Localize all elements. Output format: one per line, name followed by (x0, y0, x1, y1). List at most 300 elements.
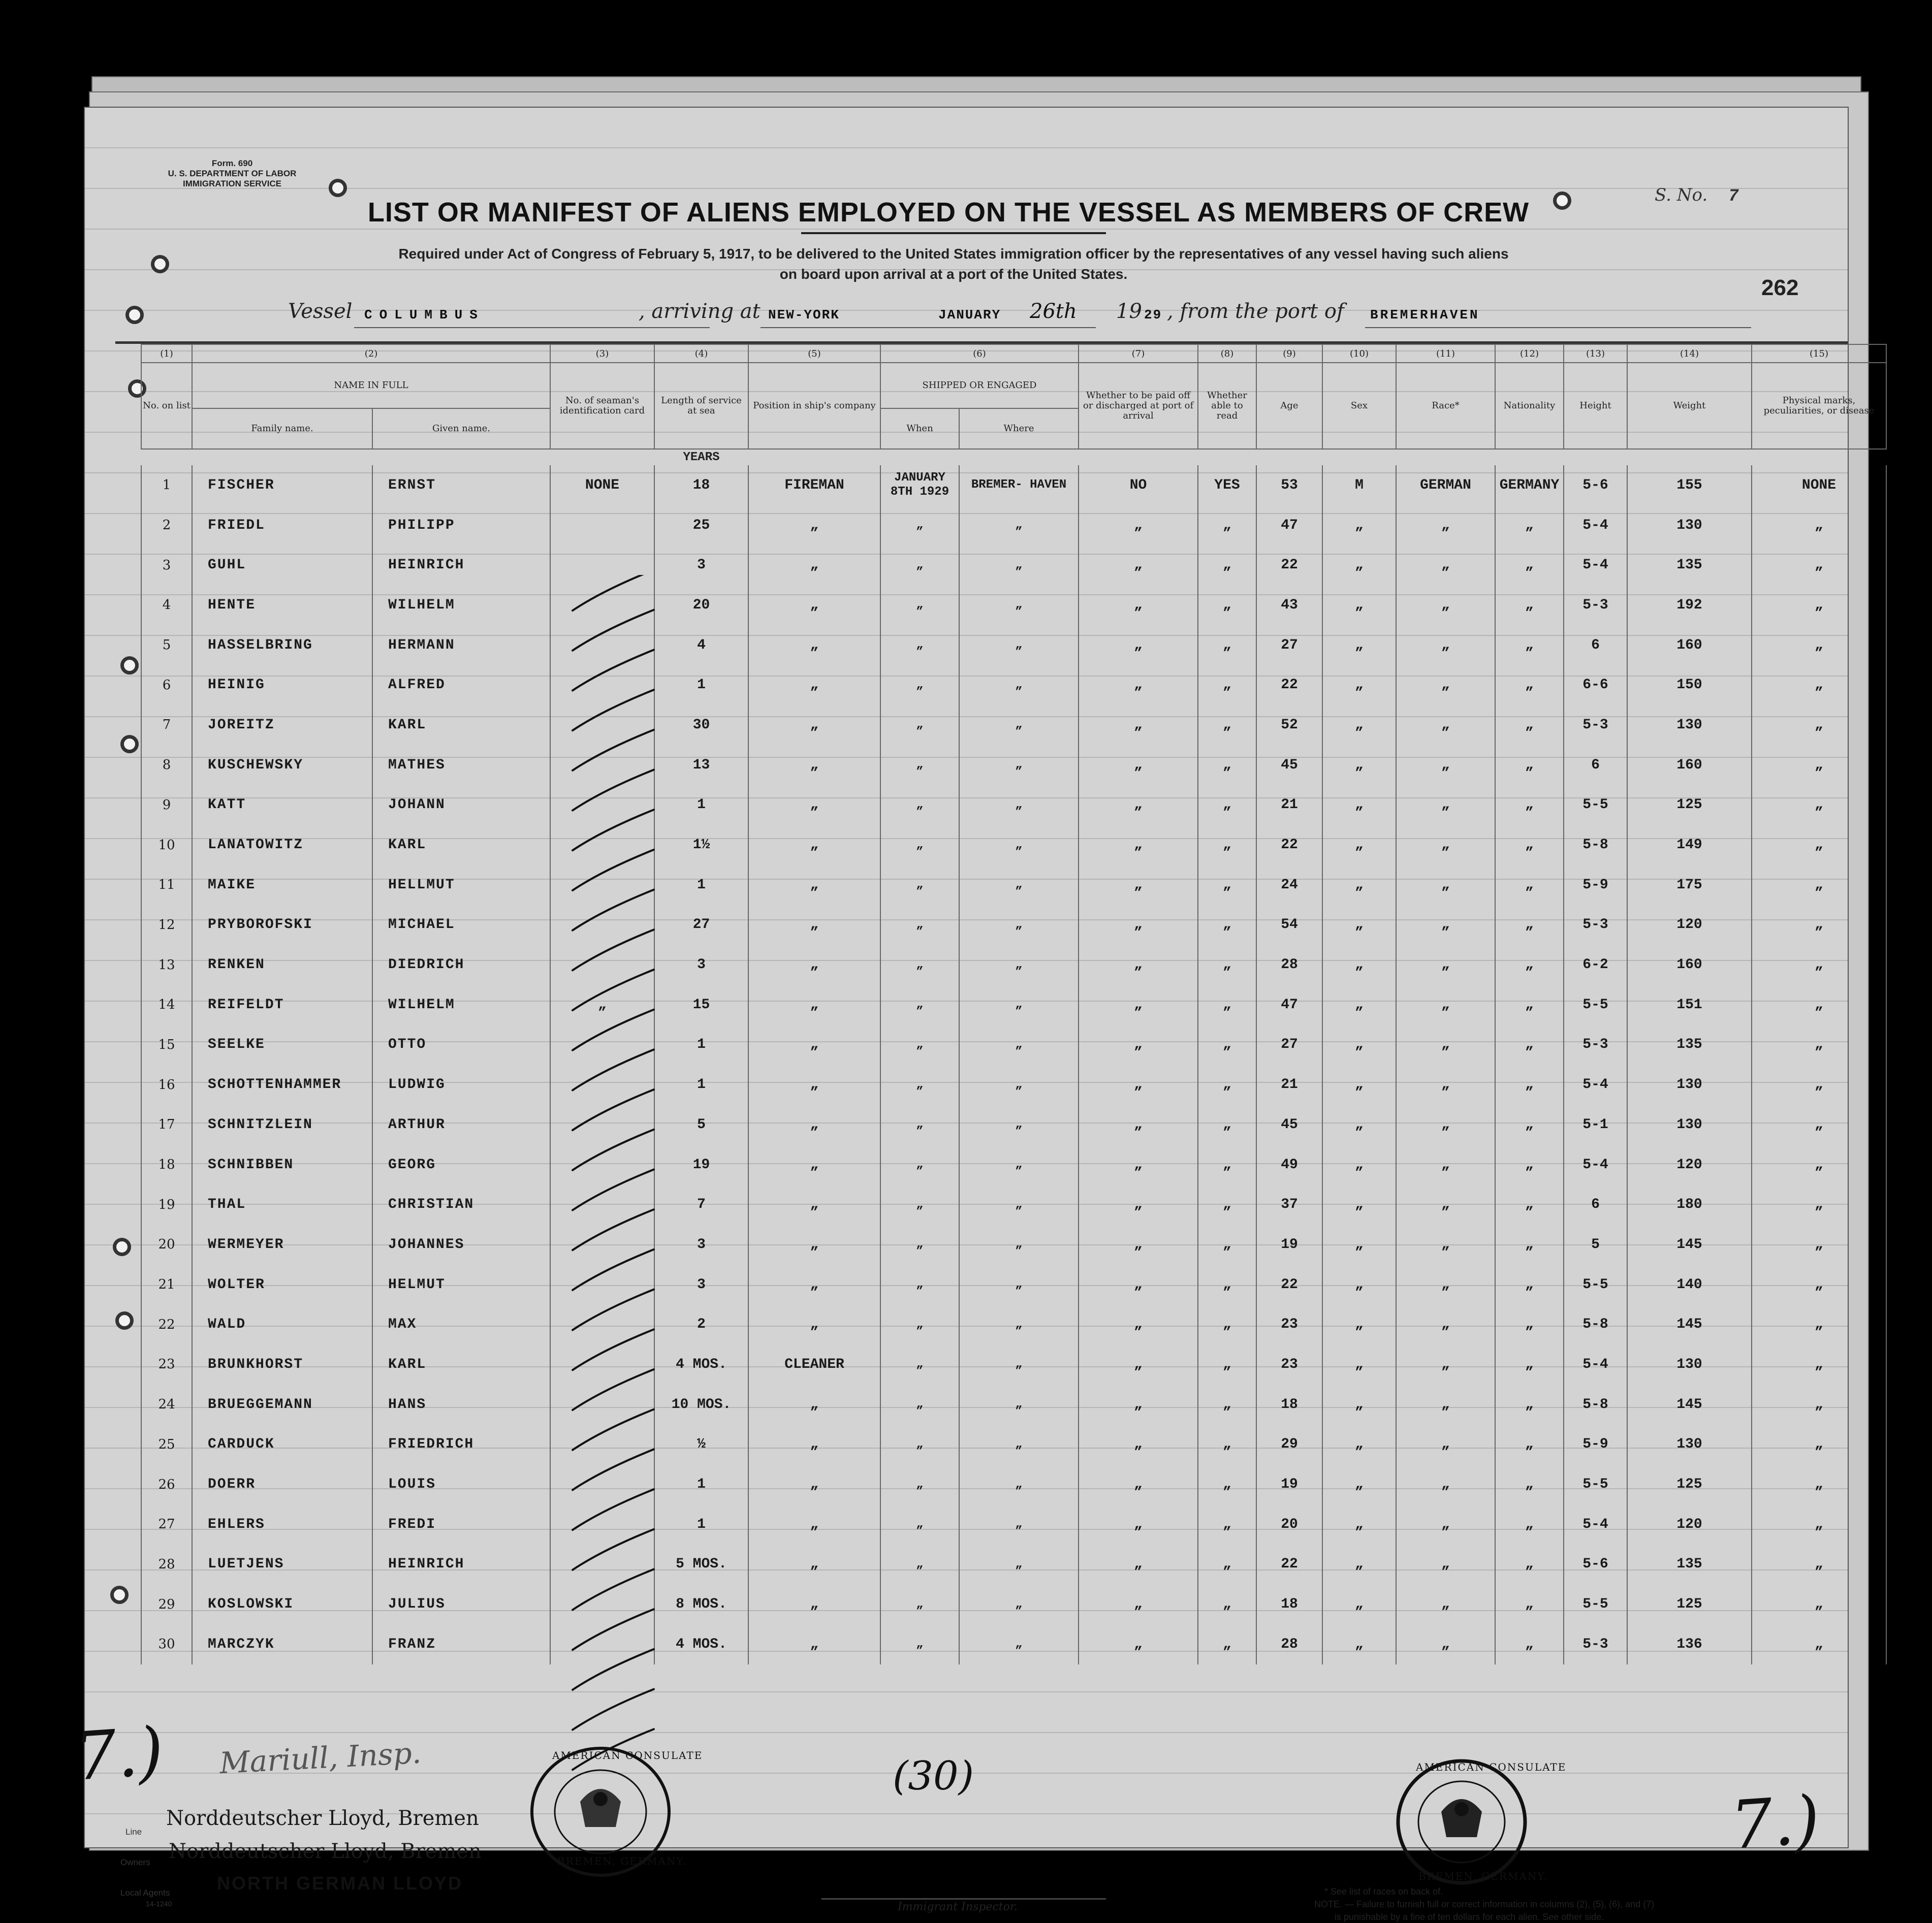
service-length-cell: 1 (654, 865, 748, 905)
id-card-checkmark (573, 1049, 654, 1090)
service-length-cell: ½ (654, 1425, 748, 1465)
age-cell: 21 (1256, 785, 1322, 825)
stamp-right-top-text: AMERICAN CONSULATE (1416, 1761, 1567, 1773)
shipped-where-cell: „ (959, 945, 1079, 985)
height-cell: 6-2 (1564, 945, 1627, 985)
owners-value: Norddeutscher Lloyd, Bremen (169, 1840, 482, 1863)
race-cell: „ (1396, 905, 1495, 945)
height-cell: 6 (1564, 745, 1627, 785)
physical-marks-cell: „ (1752, 1545, 1886, 1585)
given-name-cell: HEINRICH (372, 545, 550, 585)
row-number-cell: 20 (141, 1225, 192, 1265)
id-card-checkmark (573, 1409, 654, 1450)
physical-marks-cell: „ (1752, 1304, 1886, 1344)
position-cell: „ (748, 1225, 880, 1265)
race-cell: „ (1396, 785, 1495, 825)
physical-marks-cell: „ (1752, 705, 1886, 745)
table-row (141, 985, 1886, 1025)
shipped-where-cell: „ (959, 865, 1079, 905)
sex-cell: „ (1322, 945, 1396, 985)
race-cell: „ (1396, 1344, 1495, 1385)
department-name: U. S. DEPARTMENT OF LABOR (168, 169, 297, 178)
age-cell: 19 (1256, 1464, 1322, 1504)
table-row (141, 1145, 1886, 1185)
paid-off-cell: „ (1079, 1065, 1198, 1105)
height-cell: 5 (1564, 1225, 1627, 1265)
able-to-read-cell: „ (1198, 905, 1256, 945)
age-cell: 18 (1256, 1584, 1322, 1624)
age-cell: 45 (1256, 1105, 1322, 1145)
paid-off-cell: „ (1079, 1265, 1198, 1305)
col-13-number: (13) (1564, 344, 1627, 363)
sex-cell: „ (1322, 1624, 1396, 1664)
service-length-cell: 1 (654, 785, 748, 825)
race-cell: „ (1396, 1105, 1495, 1145)
family-name-cell: SCHNIBBEN (192, 1145, 372, 1185)
shipped-where-cell: „ (959, 625, 1079, 665)
able-to-read-cell: „ (1198, 1545, 1256, 1585)
race-cell: „ (1396, 1545, 1495, 1585)
given-name-cell: FRIEDRICH (372, 1425, 550, 1465)
form-meta (136, 158, 329, 189)
able-to-read-cell: „ (1198, 1385, 1256, 1425)
nationality-cell: „ (1495, 1425, 1564, 1465)
nationality-cell: „ (1495, 1145, 1564, 1185)
line-value: Norddeutscher Lloyd, Bremen (166, 1807, 479, 1830)
id-card-checkmark (573, 930, 654, 970)
weight-cell: 130 (1627, 1344, 1752, 1385)
height-cell: 5-9 (1564, 1425, 1627, 1465)
paid-off-cell: „ (1079, 745, 1198, 785)
table-row (141, 1304, 1886, 1344)
position-cell: „ (748, 1425, 880, 1465)
position-cell: „ (748, 505, 880, 546)
physical-marks-cell: „ (1752, 945, 1886, 985)
shipped-when-cell: „ (880, 1265, 959, 1305)
row-number-cell: 21 (141, 1265, 192, 1305)
col-7-number: (7) (1079, 344, 1198, 363)
shipped-when-cell: „ (880, 905, 959, 945)
position-cell: „ (748, 785, 880, 825)
family-name-cell: LANATOWITZ (192, 825, 372, 865)
nationality-cell: „ (1495, 1184, 1564, 1225)
paid-off-cell: „ (1079, 1184, 1198, 1225)
height-cell: 5-4 (1564, 1065, 1627, 1105)
shipped-where-cell: „ (959, 825, 1079, 865)
physical-marks-cell: „ (1752, 625, 1886, 665)
height-cell: 5-3 (1564, 1624, 1627, 1664)
physical-marks-cell: „ (1752, 865, 1886, 905)
given-name-cell: KARL (372, 825, 550, 865)
sex-cell: „ (1322, 1584, 1396, 1624)
shipped-where-cell: „ (959, 545, 1079, 585)
physical-marks-cell: „ (1752, 825, 1886, 865)
physical-marks-cell: „ (1752, 1584, 1886, 1624)
nationality-cell: „ (1495, 1065, 1564, 1105)
subtitle-line-2: on board upon arrival at a port of the United States. (779, 266, 1128, 282)
shipped-where-cell: „ (959, 1425, 1079, 1465)
sex-cell: „ (1322, 585, 1396, 625)
race-cell: „ (1396, 1504, 1495, 1545)
height-cell: 5-3 (1564, 905, 1627, 945)
crew-table (141, 344, 1887, 1664)
row-number-cell: 7 (141, 705, 192, 745)
shipped-when-cell: „ (880, 1304, 959, 1344)
race-cell: „ (1396, 1265, 1495, 1305)
service-length-cell: 13 (654, 745, 748, 785)
position-cell: „ (748, 1624, 880, 1664)
manifest-sheet (72, 107, 1875, 1922)
nationality-cell: „ (1495, 1504, 1564, 1545)
able-to-read-cell: YES (1198, 465, 1256, 505)
service-length-cell: 3 (654, 1265, 748, 1305)
race-cell: „ (1396, 945, 1495, 985)
row-number-cell: 19 (141, 1184, 192, 1225)
position-cell: „ (748, 1464, 880, 1504)
paid-off-cell: NO (1079, 465, 1198, 505)
race-cell: „ (1396, 1584, 1495, 1624)
row-number-cell: 30 (141, 1624, 192, 1664)
age-cell: 23 (1256, 1344, 1322, 1385)
paid-off-cell: „ (1079, 945, 1198, 985)
id-card-checkmark (573, 890, 654, 931)
family-name-cell: REIFELDT (192, 985, 372, 1025)
age-cell: 22 (1256, 665, 1322, 705)
shipped-where-cell: „ (959, 985, 1079, 1025)
position-cell: „ (748, 585, 880, 625)
height-cell: 5-1 (1564, 1105, 1627, 1145)
id-card-checkmark (573, 1529, 654, 1570)
id-card-checkmark (573, 1209, 654, 1250)
shipped-where-cell: „ (959, 1504, 1079, 1545)
service-length-cell: 2 (654, 1304, 748, 1344)
nationality-cell: „ (1495, 745, 1564, 785)
shipped-when-cell: „ (880, 1464, 959, 1504)
paid-off-cell: „ (1079, 865, 1198, 905)
paid-off-cell: „ (1079, 585, 1198, 625)
height-cell: 5-4 (1564, 1145, 1627, 1185)
height-cell: 5-5 (1564, 985, 1627, 1025)
height-cell: 5-5 (1564, 785, 1627, 825)
id-card-checkmark (573, 1170, 654, 1210)
header-service-length (654, 363, 748, 449)
weight-cell: 130 (1627, 1065, 1752, 1105)
header-when: When (880, 408, 959, 449)
service-length-cell: 8 MOS. (654, 1584, 748, 1624)
paid-off-cell: „ (1079, 1145, 1198, 1185)
service-length-cell: 19 (654, 1145, 748, 1185)
height-cell: 5-3 (1564, 585, 1627, 625)
punch-hole (120, 735, 139, 753)
given-name-cell: ARTHUR (372, 1105, 550, 1145)
service-length-cell: 30 (654, 705, 748, 745)
row-number-cell: 12 (141, 905, 192, 945)
height-cell: 5-4 (1564, 1504, 1627, 1545)
table-row (141, 1584, 1886, 1624)
race-cell: „ (1396, 1145, 1495, 1185)
able-to-read-cell: „ (1198, 505, 1256, 546)
race-cell: „ (1396, 865, 1495, 905)
id-card-checkmark (573, 810, 654, 850)
height-cell: 5-8 (1564, 1304, 1627, 1344)
service-length-cell: 15 (654, 985, 748, 1025)
shipped-when-cell: „ (880, 625, 959, 665)
weight-cell: 155 (1627, 465, 1752, 505)
row-number-cell: 13 (141, 945, 192, 985)
physical-marks-cell: „ (1752, 1344, 1886, 1385)
arriving-label: , arriving at (639, 300, 761, 323)
table-row (141, 665, 1886, 705)
weight-cell: 125 (1627, 785, 1752, 825)
punch-hole (125, 306, 144, 324)
stamp-left-top-text: AMERICAN CONSULATE (552, 1749, 703, 1761)
position-cell: „ (748, 1545, 880, 1585)
col-14-number: (14) (1627, 344, 1752, 363)
row-number-cell: 26 (141, 1464, 192, 1504)
able-to-read-cell: „ (1198, 1504, 1256, 1545)
id-card-checkmark (573, 1689, 654, 1730)
sex-cell: „ (1322, 545, 1396, 585)
able-to-read-cell: „ (1198, 865, 1256, 905)
table-row (141, 465, 1886, 505)
nationality-cell: „ (1495, 1025, 1564, 1065)
from-port-label: , from the port of (1167, 300, 1344, 323)
age-cell: 52 (1256, 705, 1322, 745)
paid-off-cell: „ (1079, 905, 1198, 945)
given-name-cell: HEINRICH (372, 1545, 550, 1585)
weight-cell: 130 (1627, 1105, 1752, 1145)
departure-port: BREMERHAVEN (1370, 307, 1480, 323)
physical-marks-cell: „ (1752, 1105, 1886, 1145)
race-cell: GERMAN (1396, 465, 1495, 505)
service-length-cell: 20 (654, 585, 748, 625)
paid-off-cell: „ (1079, 1584, 1198, 1624)
service-length-cell: 4 MOS. (654, 1624, 748, 1664)
sex-cell: „ (1322, 1344, 1396, 1385)
position-cell: CLEANER (748, 1344, 880, 1385)
family-name-cell: EHLERS (192, 1504, 372, 1545)
table-row (141, 905, 1886, 945)
service-length-cell: 1½ (654, 825, 748, 865)
able-to-read-cell: „ (1198, 1584, 1256, 1624)
id-card-checkmark (573, 1249, 654, 1290)
able-to-read-cell: „ (1198, 585, 1256, 625)
shipped-where-cell: „ (959, 785, 1079, 825)
given-name-cell: LUDWIG (372, 1065, 550, 1105)
shipped-when-cell: „ (880, 1584, 959, 1624)
sex-cell: „ (1322, 505, 1396, 546)
family-name-cell: FISCHER (192, 465, 372, 505)
service-length-cell: 18 (654, 465, 748, 505)
family-name-cell: JOREITZ (192, 705, 372, 745)
nationality-cell: „ (1495, 825, 1564, 865)
nationality-cell: „ (1495, 1105, 1564, 1145)
physical-marks-cell: „ (1752, 1464, 1886, 1504)
table-row (141, 825, 1886, 865)
id-card-checkmark (573, 1649, 654, 1690)
race-cell: „ (1396, 1225, 1495, 1265)
nationality-cell: „ (1495, 1584, 1564, 1624)
vessel-label: Vessel (288, 300, 353, 323)
nationality-cell: „ (1495, 865, 1564, 905)
shipped-when-cell: JANUARY 8TH 1929 (880, 465, 959, 505)
race-cell: „ (1396, 585, 1495, 625)
agents-label: Local Agents (120, 1888, 170, 1898)
physical-marks-cell: „ (1752, 1504, 1886, 1545)
able-to-read-cell: „ (1198, 785, 1256, 825)
table-row (141, 785, 1886, 825)
position-cell: „ (748, 1265, 880, 1305)
subtitle-line-1: Required under Act of Congress of February 5, 1917, to be delivered to the United States immigration officer by the representatives of any vessel having such aliens (398, 246, 1509, 262)
age-cell: 47 (1256, 505, 1322, 546)
table-row (141, 1184, 1886, 1225)
given-name-cell: HERMANN (372, 625, 550, 665)
row-number-cell: 25 (141, 1425, 192, 1465)
paid-off-cell: „ (1079, 825, 1198, 865)
able-to-read-cell: „ (1198, 1464, 1256, 1504)
nationality-cell: „ (1495, 1304, 1564, 1344)
family-name-cell: WALD (192, 1304, 372, 1344)
position-cell: FIREMAN (748, 465, 880, 505)
able-to-read-cell: „ (1198, 545, 1256, 585)
age-cell: 28 (1256, 945, 1322, 985)
shipped-where-cell: „ (959, 585, 1079, 625)
weight-cell: 135 (1627, 1025, 1752, 1065)
shipped-where-cell: „ (959, 1385, 1079, 1425)
race-cell: „ (1396, 545, 1495, 585)
race-cell: „ (1396, 1065, 1495, 1105)
shipped-when-cell: „ (880, 505, 959, 546)
table-row (141, 1545, 1886, 1585)
row-number-cell: 10 (141, 825, 192, 865)
weight-cell: 130 (1627, 705, 1752, 745)
age-cell: 37 (1256, 1184, 1322, 1225)
row-number-cell: 24 (141, 1385, 192, 1425)
header-shipped-engaged: SHIPPED OR ENGAGED (880, 363, 1079, 408)
position-cell: „ (748, 985, 880, 1025)
weight-cell: 180 (1627, 1184, 1752, 1225)
row-number-cell: 15 (141, 1025, 192, 1065)
arrival-year: 29 (1144, 307, 1162, 323)
inspector-line (821, 1898, 1106, 1900)
col-4-number: (4) (654, 344, 748, 363)
height-cell: 6-6 (1564, 665, 1627, 705)
paid-off-cell: „ (1079, 785, 1198, 825)
id-card-checkmark (573, 690, 654, 730)
able-to-read-cell: „ (1198, 1065, 1256, 1105)
height-cell: 5-5 (1564, 1464, 1627, 1504)
table-row (141, 1624, 1886, 1664)
sex-cell: „ (1322, 865, 1396, 905)
nationality-cell: GERMANY (1495, 465, 1564, 505)
punch-hole (329, 179, 347, 197)
service-length-cell: 4 MOS. (654, 1344, 748, 1385)
given-name-cell: MICHAEL (372, 905, 550, 945)
physical-marks-cell: „ (1752, 1265, 1886, 1305)
service-length-cell: 1 (654, 1464, 748, 1504)
paid-off-cell: „ (1079, 1025, 1198, 1065)
stamp-left-bottom-text: BREMEN, GERMANY. (557, 1855, 687, 1867)
nationality-cell: „ (1495, 945, 1564, 985)
weight-cell: 120 (1627, 905, 1752, 945)
header-age: Age (1256, 363, 1322, 449)
age-cell: 20 (1256, 1504, 1322, 1545)
table-row (141, 1344, 1886, 1385)
age-cell: 29 (1256, 1425, 1322, 1465)
id-card-checkmark (573, 770, 654, 811)
service-length-cell: 5 (654, 1105, 748, 1145)
col-11-number: (11) (1396, 344, 1495, 363)
weight-cell: 130 (1627, 1425, 1752, 1465)
row-number-cell: 27 (141, 1504, 192, 1545)
sex-cell: „ (1322, 1385, 1396, 1425)
table-row (141, 1025, 1886, 1065)
family-name-cell: HEINIG (192, 665, 372, 705)
shipped-when-cell: „ (880, 1385, 959, 1425)
position-cell: „ (748, 1504, 880, 1545)
family-name-cell: BRUEGGEMANN (192, 1385, 372, 1425)
table-row (141, 1385, 1886, 1425)
arrival-month: JANUARY (938, 307, 1001, 323)
physical-marks-cell: „ (1752, 1184, 1886, 1225)
shipped-when-cell: „ (880, 1344, 959, 1385)
age-cell: 22 (1256, 1265, 1322, 1305)
shipped-when-cell: „ (880, 545, 959, 585)
service-length-cell: 1 (654, 1025, 748, 1065)
table-row (141, 1265, 1886, 1305)
sex-cell: „ (1322, 785, 1396, 825)
id-card-checkmark (573, 610, 654, 651)
position-cell: „ (748, 625, 880, 665)
given-name-cell: MATHES (372, 745, 550, 785)
height-cell: 5-6 (1564, 465, 1627, 505)
row-number-cell: 5 (141, 625, 192, 665)
id-card-checkmark (573, 1489, 654, 1530)
paid-off-cell: „ (1079, 1425, 1198, 1465)
service-unit: YEARS (683, 451, 720, 464)
row-number-cell: 29 (141, 1584, 192, 1624)
shipped-where-cell: „ (959, 745, 1079, 785)
sex-cell: „ (1322, 1184, 1396, 1225)
sex-cell: „ (1322, 665, 1396, 705)
given-name-cell: FRANZ (372, 1624, 550, 1664)
family-name-cell: SCHOTTENHAMMER (192, 1065, 372, 1105)
nationality-cell: „ (1495, 1624, 1564, 1664)
family-name-cell: GUHL (192, 545, 372, 585)
title-rule (801, 232, 1106, 234)
shipped-when-cell: „ (880, 1145, 959, 1185)
physical-marks-cell: „ (1752, 545, 1886, 585)
age-cell: 49 (1256, 1145, 1322, 1185)
family-name-cell: RENKEN (192, 945, 372, 985)
inspector-signature: Mariull, Insp. (218, 1735, 422, 1781)
age-cell: 19 (1256, 1225, 1322, 1265)
height-cell: 6 (1564, 1184, 1627, 1225)
row-number-cell: 18 (141, 1145, 192, 1185)
paid-off-cell: „ (1079, 1624, 1198, 1664)
penalty-note-1: NOTE. — Failure to furnish full or correct information in columns (2), (5), (6), and (7) (1314, 1899, 1655, 1909)
line-label: Line (125, 1827, 142, 1837)
weight-cell: 125 (1627, 1464, 1752, 1504)
shipped-when-cell: „ (880, 585, 959, 625)
race-cell: „ (1396, 625, 1495, 665)
arrival-day: 26th (1030, 300, 1077, 323)
family-name-cell: HENTE (192, 585, 372, 625)
physical-marks-cell: „ (1752, 1145, 1886, 1185)
header-physical-marks: Physical marks, peculiarities, or disease (1752, 363, 1886, 449)
family-name-cell: MAIKE (192, 865, 372, 905)
race-cell: „ (1396, 1464, 1495, 1504)
